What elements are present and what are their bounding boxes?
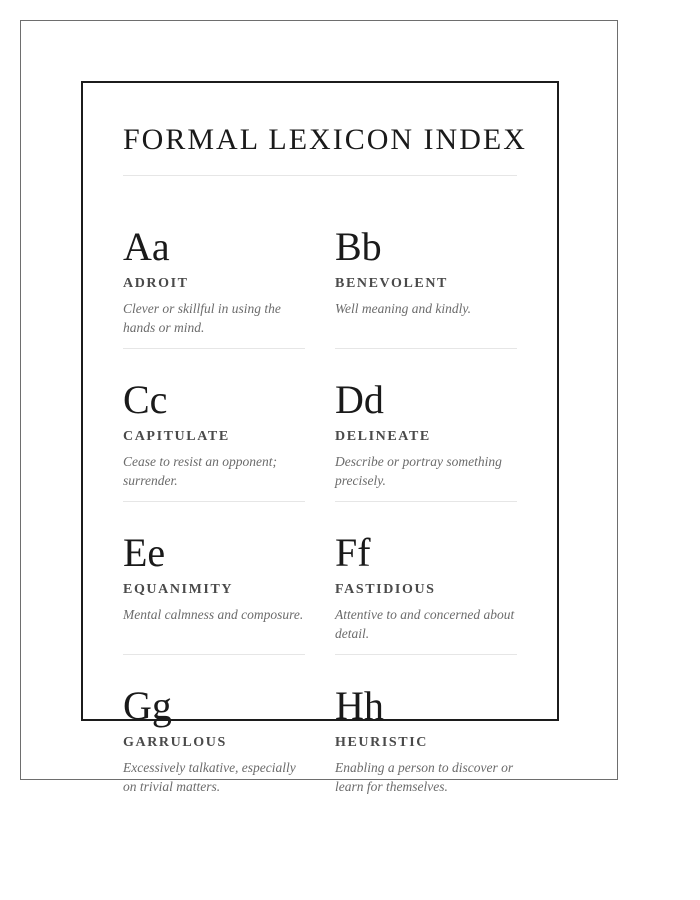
lexicon-entry-a — [123, 224, 305, 349]
lexicon-entry-d — [335, 377, 517, 502]
entry-divider — [123, 501, 305, 502]
entry-letters: Ee — [123, 530, 166, 575]
entry-word: GARRULOUS — [123, 735, 227, 750]
entry-word: CAPITULATE — [123, 429, 230, 444]
entry-letters: Hh — [335, 683, 384, 728]
lexicon-entry-c — [123, 377, 305, 502]
entry-word: DELINEATE — [335, 429, 431, 444]
entry-divider — [335, 348, 517, 349]
entry-definition: Mental calmness and composure. — [123, 607, 304, 622]
lexicon-entry-h — [335, 683, 517, 796]
lexicon-entry-f — [335, 530, 517, 655]
entry-word: FASTIDIOUS — [335, 582, 436, 597]
entry-word: BENEVOLENT — [335, 276, 448, 291]
lexicon-entry-b — [335, 224, 517, 349]
lexicon-entry-e — [123, 530, 305, 655]
lexicon-content — [123, 110, 527, 794]
entry-divider — [123, 654, 305, 655]
entry-word: EQUANIMITY — [123, 582, 234, 597]
entry-letters: Cc — [123, 377, 168, 422]
entry-letters: Gg — [123, 683, 172, 728]
entry-definition: Describe or portray something precisely. — [335, 454, 502, 488]
entry-definition: Attentive to and concerned about detail. — [335, 607, 515, 641]
title-divider — [123, 175, 517, 176]
entry-letters: Aa — [123, 224, 170, 269]
lexicon-entry-g — [123, 683, 305, 796]
entry-letters: Dd — [335, 377, 384, 422]
entry-definition: Enabling a person to discover or learn for themselves. — [335, 760, 514, 794]
entry-definition: Clever or skillful in using the hands or mind. — [123, 301, 281, 335]
entry-divider — [123, 348, 305, 349]
entry-definition: Excessively talkative, especially on trivial matters. — [123, 760, 296, 794]
entry-word: ADROIT — [123, 276, 189, 291]
entry-definition: Cease to resist an opponent; surrender. — [123, 454, 277, 488]
entry-divider — [335, 654, 517, 655]
entry-letters: Bb — [335, 224, 382, 269]
entry-definition: Well meaning and kindly. — [335, 301, 471, 316]
entry-divider — [335, 501, 517, 502]
entry-word: HEURISTIC — [335, 735, 428, 750]
entry-letters: Ff — [335, 530, 371, 575]
page-title: FORMAL LEXICON INDEX — [123, 123, 527, 156]
